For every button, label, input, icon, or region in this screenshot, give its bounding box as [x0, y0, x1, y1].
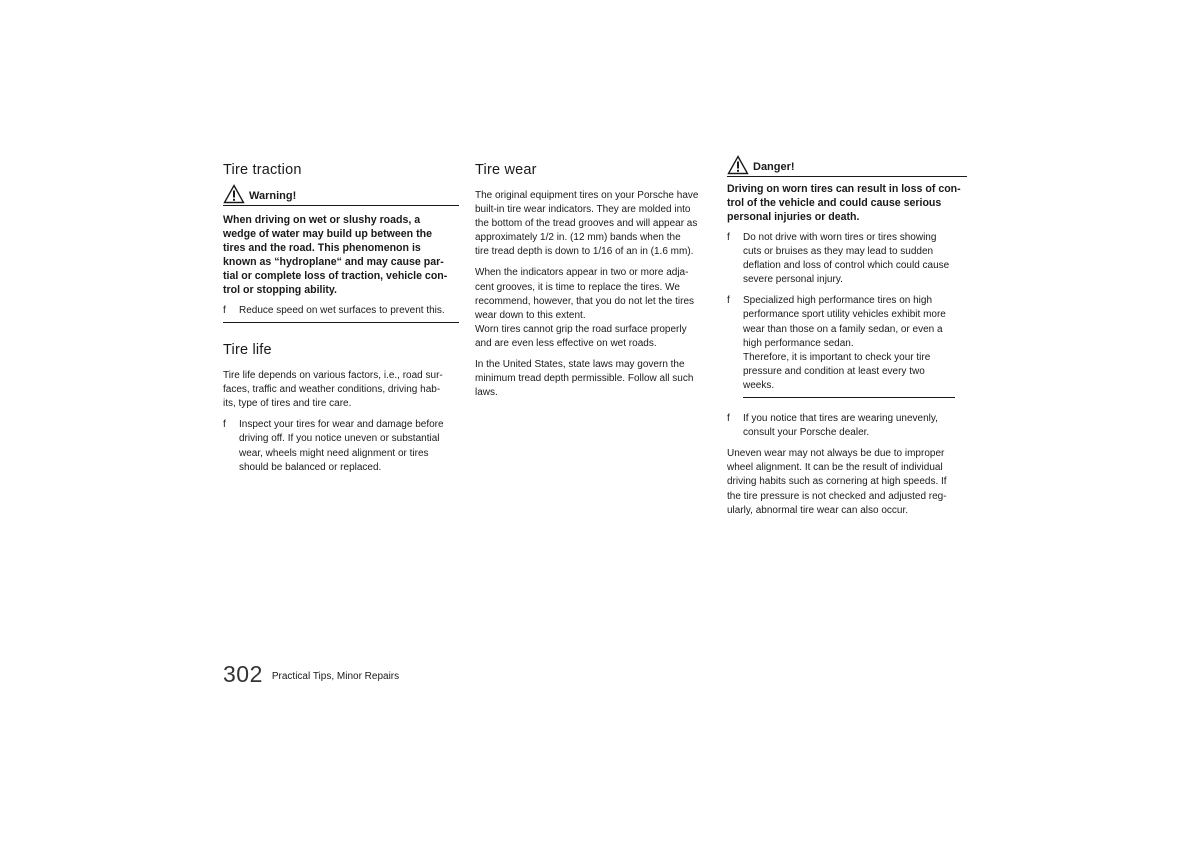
text-line: If you notice that tires are wearing unevenly, — [743, 413, 938, 425]
text-line: wear than those on a family sedan, or even a — [743, 323, 943, 335]
text-line: tial or complete loss of traction, vehicle con- — [223, 270, 448, 282]
text-line: pressure and condition at least every two — [743, 365, 925, 377]
bullet-mark: f — [223, 419, 226, 431]
text-line: deflation and loss of control which could cause — [743, 260, 950, 272]
text-line: tire tread depth is down to 1/16 of an in (1.6 mm). — [475, 246, 694, 258]
danger-end-rule — [743, 397, 955, 398]
text-line: severe personal injury. — [743, 274, 843, 286]
text-line: ularly, abnormal tire wear can also occur. — [727, 504, 909, 516]
text-line: wedge of water may build up between the — [223, 228, 432, 240]
warning-end-rule — [223, 322, 459, 323]
column-tire-traction — [223, 160, 459, 475]
tire-wear-paragraph-2 — [475, 266, 711, 351]
danger-bullet-item-2 — [727, 294, 967, 393]
text-line: When the indicators appear in two or more adja- — [475, 267, 689, 279]
text-line: Therefore, it is important to check your tire — [743, 351, 931, 363]
danger-bullet-item-1 — [727, 231, 967, 287]
warning-text — [223, 213, 459, 297]
text-line: should be balanced or replaced. — [239, 461, 382, 473]
tire-wear-paragraph-1 — [475, 189, 711, 259]
text-line: known as “hydroplane“ and may cause par- — [223, 256, 444, 268]
text-line: trol or stopping ability. — [223, 284, 337, 296]
danger-label: Danger! — [753, 161, 795, 173]
text-line: recommend, however, that you do not let the tires — [475, 295, 695, 307]
danger-text — [727, 182, 967, 224]
text-line: and are even less effective on wet roads. — [475, 337, 657, 349]
bullet-mark: f — [727, 232, 730, 243]
text-line: cuts or bruises as they may lead to sudden — [743, 246, 934, 258]
text-line: driving off. If you notice uneven or substantial — [239, 433, 440, 445]
section-title: Practical Tips, Minor Repairs — [271, 671, 400, 682]
uneven-wear-paragraph — [727, 447, 967, 517]
tire-wear-paragraph-3 — [475, 358, 711, 400]
warning-bullet-text: Reduce speed on wet surfaces to prevent this. — [239, 305, 445, 316]
page-footer — [223, 661, 399, 687]
text-line: Tire life depends on various factors, i.e., road sur- — [223, 370, 443, 382]
warning-header — [223, 184, 459, 206]
danger-bullet-2-text — [743, 294, 967, 393]
page-number: 302 — [223, 661, 263, 687]
warning-label: Warning! — [249, 190, 297, 202]
text-line: The original equipment tires on your Porsche have — [475, 190, 699, 201]
text-line: Worn tires cannot grip the road surface properly — [475, 323, 687, 335]
danger-bullet-1-text — [743, 231, 967, 287]
text-line: wear, wheels might need alignment or tires — [239, 447, 429, 459]
text-line: Uneven wear may not always be due to improper — [727, 448, 945, 460]
text-line: When driving on wet or slushy roads, a — [223, 214, 421, 226]
tire-traction-heading: Tire traction — [223, 162, 302, 178]
text-line: consult your Porsche dealer. — [743, 427, 870, 439]
bullet-mark: f — [727, 295, 730, 307]
bullet-3-text — [743, 412, 967, 440]
text-line: built-in tire wear indicators. They are molded into — [475, 204, 691, 216]
text-line: Do not drive with worn tires or tires showing — [743, 232, 937, 243]
tire-life-bullet-item — [223, 418, 459, 474]
warning-triangle-icon — [727, 155, 749, 175]
tire-wear-heading: Tire wear — [475, 162, 537, 178]
bullet-mark: f — [727, 413, 730, 425]
text-line: tires and the road. This phenomenon is — [223, 242, 421, 254]
text-line: wear down to this extent. — [475, 309, 586, 321]
text-line: In the United States, state laws may govern the — [475, 359, 685, 371]
text-line: personal injuries or death. — [727, 211, 860, 223]
tire-life-paragraph — [223, 369, 459, 411]
danger-header — [727, 155, 967, 177]
text-line: driving habits such as cornering at high speeds. If — [727, 476, 947, 488]
warning-triangle-icon — [223, 184, 245, 204]
text-line: the bottom of the tread grooves and will appear as — [475, 218, 698, 230]
column-danger — [727, 160, 967, 518]
tire-life-bullet-text — [239, 418, 459, 474]
text-line: wheel alignment. It can be the result of individual — [727, 462, 943, 474]
text-line: performance sport utility vehicles exhibit more — [743, 309, 946, 321]
text-line: laws. — [475, 387, 498, 399]
bullet-item-3 — [727, 412, 967, 440]
text-line: weeks. — [743, 379, 775, 391]
text-line: Specialized high performance tires on high — [743, 295, 932, 307]
text-line: cent grooves, it is time to replace the tires. We — [475, 281, 680, 293]
text-line: Driving on worn tires can result in loss of con- — [727, 183, 961, 195]
text-line: approximately 1/2 in. (12 mm) bands when the — [475, 232, 681, 244]
text-line: minimum tread depth permissible. Follow all such — [475, 373, 694, 385]
text-line: trol of the vehicle and could cause serious — [727, 197, 942, 209]
column-tire-wear — [475, 160, 711, 400]
text-line: its, type of tires and tire care. — [223, 398, 352, 410]
tire-life-heading: Tire life — [223, 342, 272, 359]
text-line: the tire pressure is not checked and adjusted reg- — [727, 490, 947, 502]
warning-bullet-item — [223, 304, 459, 318]
text-line: Inspect your tires for wear and damage before — [239, 419, 444, 431]
bullet-mark: f — [223, 305, 226, 316]
text-line: high performance sedan. — [743, 337, 854, 349]
text-line: faces, traffic and weather conditions, driving hab- — [223, 384, 441, 396]
